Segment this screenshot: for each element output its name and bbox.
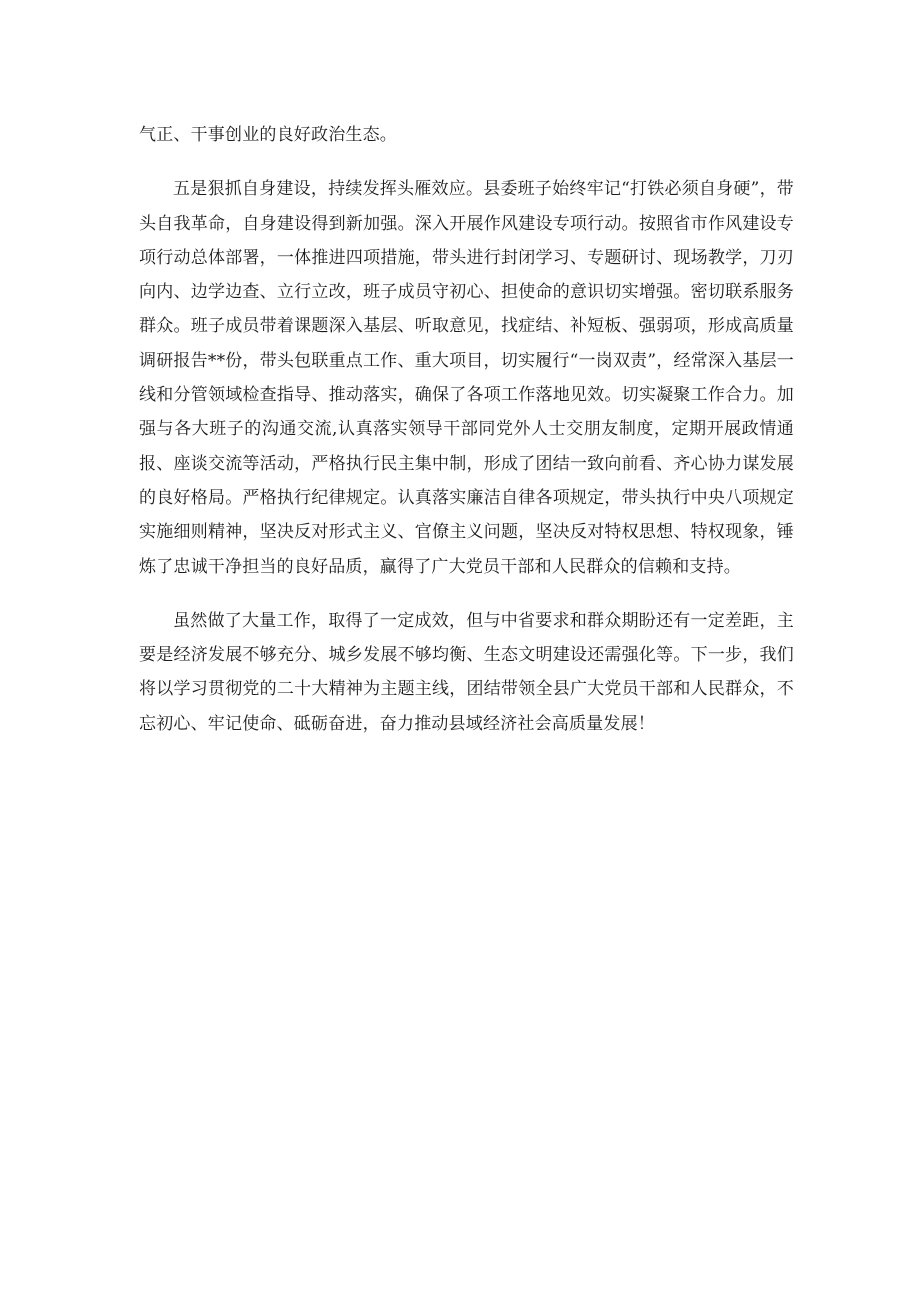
paragraph-conclusion: 虽然做了大量工作，取得了一定成效，但与中省要求和群众期盼还有一定差距，主要是经济发展不够充分、城乡发展不够均衡、生态文明建设还需强化等。下一步，我们将以学习贯彻党的二十大精神为主题主线，团结带领全县广大党员干部和人民群众，不忘初心、牢记使命、砥砺奋进，奋力推动县域经济社会高质量发展！ bbox=[139, 610, 794, 734]
document-page bbox=[139, 118, 794, 741]
paragraph-self-building: 五是狠抓自身建设，持续发挥头雁效应。县委班子始终牢记“打铁必须自身硬”，带头自我革命，自身建设得到新加强。深入开展作风建设专项行动。按照省市作风建设专项行动总体部署，一体推进四项措施，带头进行封闭学习、专题研讨、现场教学，刀刃向内、边学边查、立行立改，班子成员守初心、担使命的意识切实增强。密切联系服务群众。班子成员带着课题深入基层、听取意见，找症结、补短板、强弱项，形成高质量调研报告**份，带头包联重点工作、重大项目，切实履行“一岗双责”，经常深入基层一线和分管领域检查指导、推动落实，确保了各项工作落地见效。切实凝聚工作合力。加强与各大班子的沟通交流,认真落实领导干部同党外人士交朋友制度，定期开展政情通报、座谈交流等活动，严格执行民主集中制，形成了团结一致向前看、齐心协力谋发展的良好格局。严格执行纪律规定。认真落实廉洁自律各项规定，带头执行中央八项规定实施细则精神，坚决反对形式主义、官僚主义问题，坚决反对特权思想、特权现象，锤炼了忠诚干净担当的良好品质，赢得了广大党员干部和人民群众的信赖和支持。 bbox=[139, 179, 794, 577]
paragraph-continuation: 气正、干事创业的良好政治生态。 bbox=[139, 125, 397, 145]
